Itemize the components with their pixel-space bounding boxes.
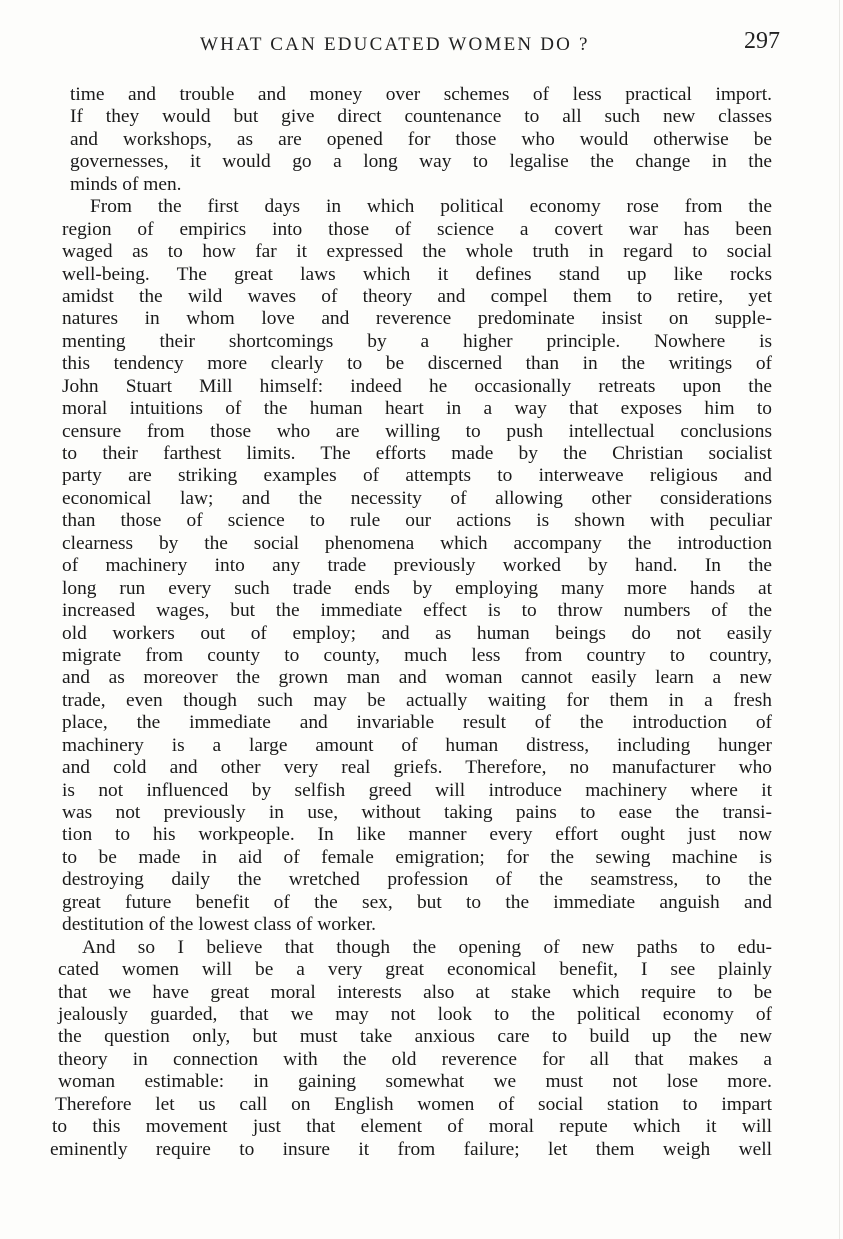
- text-line: region of empirics into those of science a covert war has been: [62, 218, 772, 240]
- text-line: economical law; and the necessity of allowing other considerations: [62, 487, 772, 509]
- text-line: and as moreover the grown man and woman cannot easily learn a new: [62, 667, 772, 689]
- page-header: [60, 28, 780, 64]
- paragraph-start-line: From the first days in which political economy rose from the: [90, 196, 772, 218]
- text-line: this tendency more clearly to be discerned than in the writings of: [62, 353, 772, 375]
- page-edge: [839, 0, 840, 1239]
- text-line: destroying daily the wretched profession of the seamstress, to the: [62, 869, 772, 891]
- text-line: machinery is a large amount of human distress, including hunger: [62, 734, 772, 756]
- text-line: eminently require to insure it from failure; let them weigh well: [50, 1138, 772, 1160]
- body-text: [50, 84, 772, 1161]
- text-line: waged as to how far it expressed the whole truth in regard to social: [62, 241, 772, 263]
- text-line: the question only, but must take anxious care to build up the new: [58, 1026, 772, 1048]
- text-line: governesses, it would go a long way to legalise the change in the: [70, 151, 772, 173]
- text-line: censure from those who are willing to push intellectual conclusions: [62, 420, 772, 442]
- text-line: clearness by the social phenomena which accompany the introduction: [62, 532, 772, 554]
- text-line: of machinery into any trade previously worked by hand. In the: [62, 555, 772, 577]
- text-line: tion to his workpeople. In like manner every effort ought just now: [62, 824, 772, 846]
- text-line: to be made in aid of female emigration; for the sewing machine is: [62, 846, 772, 868]
- text-line: John Stuart Mill himself: indeed he occasionally retreats upon the: [62, 375, 772, 397]
- text-line: than those of science to rule our actions is shown with peculiar: [62, 510, 772, 532]
- text-line: and workshops, as are opened for those who would otherwise be: [70, 128, 772, 150]
- text-line: woman estimable: in gaining somewhat we must not lose more.: [58, 1071, 772, 1093]
- text-line: menting their shortcomings by a higher principle. Nowhere is: [62, 330, 772, 352]
- text-line: minds of men.: [70, 173, 182, 195]
- text-line: cated women will be a very great economical benefit, I see plainly: [58, 959, 772, 981]
- page-number: 297: [744, 28, 780, 54]
- text-line: increased wages, but the immediate effect is to throw numbers of the: [62, 600, 772, 622]
- text-line: to their farthest limits. The efforts made by the Christian socialist: [62, 443, 772, 464]
- text-line: time and trouble and money over schemes of less practical import.: [70, 84, 772, 105]
- text-line: trade, even though such may be actually waiting for them in a fresh: [62, 689, 772, 711]
- text-line: Therefore let us call on English women of social station to impart: [55, 1093, 772, 1115]
- text-line: migrate from county to county, much less from country to country,: [62, 644, 772, 666]
- text-line: party are striking examples of attempts to interweave religious and: [62, 465, 772, 487]
- text-line: and cold and other very real griefs. Therefore, no manufacturer who: [62, 757, 772, 779]
- text-line: old workers out of employ; and as human beings do not easily: [62, 622, 772, 644]
- text-line: destitution of the lowest class of worker.: [62, 914, 376, 936]
- running-head: WHAT CAN EDUCATED WOMEN DO ?: [200, 34, 590, 55]
- text-line: well-being. The great laws which it defines stand up like rocks: [62, 263, 772, 285]
- text-line: great future benefit of the sex, but to the immediate anguish and: [62, 891, 772, 913]
- text-line: theory in connection with the old reverence for all that makes a: [58, 1048, 772, 1070]
- text-line: was not previously in use, without taking pains to ease the transi-: [62, 802, 772, 823]
- text-line: place, the immediate and invariable result of the introduction of: [62, 712, 772, 734]
- text-line: If they would but give direct countenance to all such new classes: [70, 106, 772, 128]
- text-line: long run every such trade ends by employing many more hands at: [62, 577, 772, 599]
- text-line: natures in whom love and reverence predominate insist on supple-: [62, 308, 772, 330]
- text-line: that we have great moral interests also at stake which require to be: [58, 981, 772, 1003]
- paragraph-start-line: And so I believe that though the opening of new paths to edu-: [82, 936, 772, 958]
- text-line: is not influenced by selfish greed will introduce machinery where it: [62, 779, 772, 801]
- text-line: moral intuitions of the human heart in a way that exposes him to: [62, 398, 772, 420]
- text-line: jealously guarded, that we may not look to the political economy of: [58, 1003, 772, 1025]
- text-line: to this movement just that element of moral repute which it will: [52, 1116, 772, 1138]
- text-line: amidst the wild waves of theory and compel them to retire, yet: [62, 285, 772, 307]
